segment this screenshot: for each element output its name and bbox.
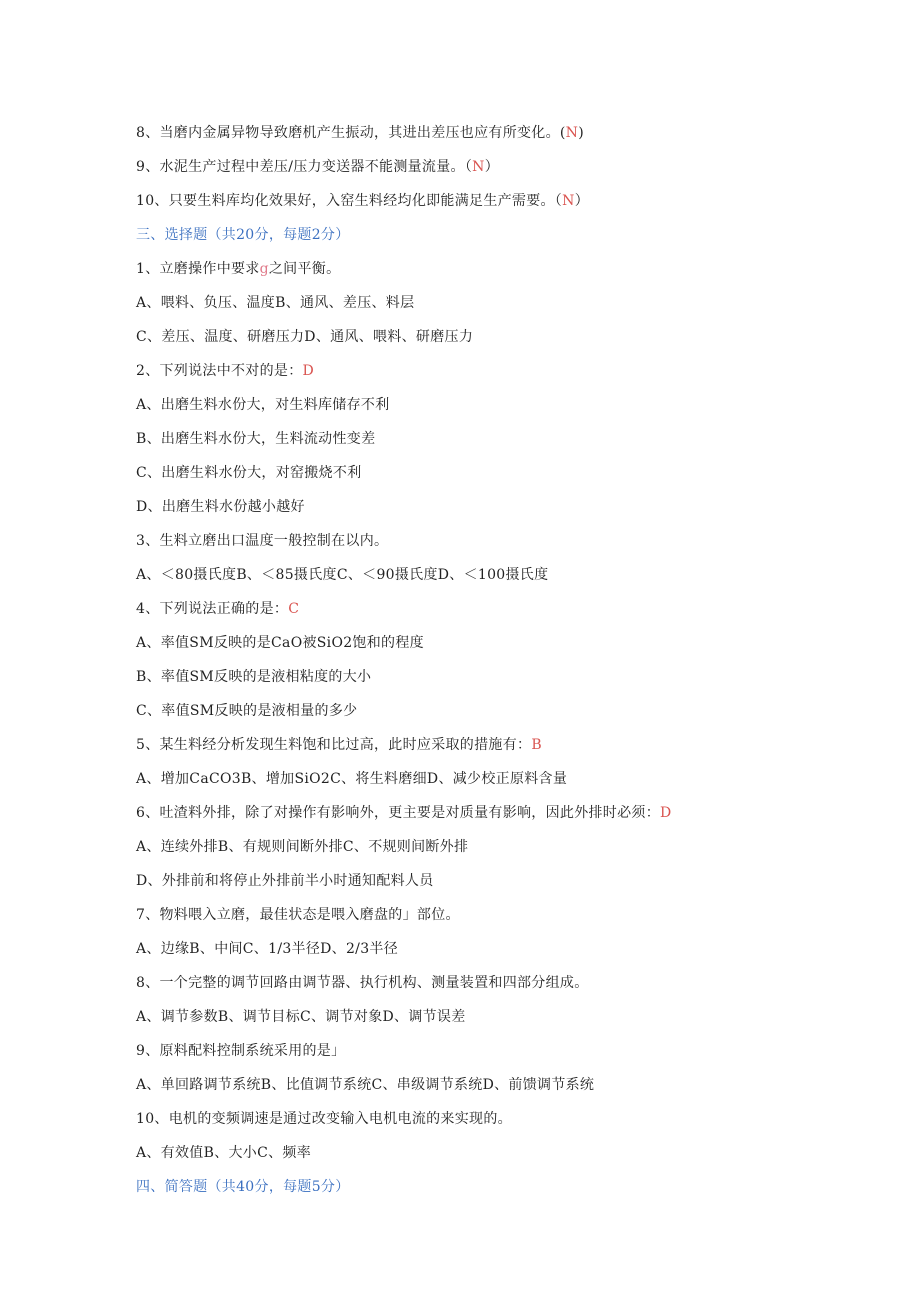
answer-mark: N — [562, 193, 575, 209]
option-line: C、率值SM反映的是液相量的多少 — [136, 703, 358, 719]
answer-mark: g — [259, 261, 269, 277]
option-line: A、喂料、负压、温度B、通风、差压、料层 — [136, 295, 415, 311]
answer-mark: N — [472, 159, 485, 175]
question-line: 5、某生料经分析发现生料饱和比过高，此时应采取的措施有：B — [136, 737, 542, 753]
answer-mark: B — [531, 737, 542, 753]
question-line: 4、下列说法正确的是：C — [136, 601, 300, 617]
option-line: A、＜80摄氏度B、＜85摄氏度C、＜90摄氏度D、＜100摄氏度 — [136, 567, 549, 583]
option-line: A、单回路调节系统B、比值调节系统C、串级调节系统D、前馈调节系统 — [136, 1077, 595, 1093]
question-line: 2、下列说法中不对的是：D — [136, 363, 315, 379]
option-line: A、出磨生料水份大，对生料库储存不利 — [136, 397, 390, 413]
option-line: C、出磨生料水份大，对窑搬烧不利 — [136, 465, 362, 481]
option-line: D、出磨生料水份越小越好 — [136, 499, 305, 515]
option-line: A、有效值B、大小C、频率 — [136, 1145, 312, 1161]
question-line: 6、吐渣料外排，除了对操作有影响外，更主要是对质量有影响，因此外排时必须：D — [136, 805, 672, 821]
text-line: 10、只要生料库均化效果好，入窑生料经均化即能满足生产需要。（N） — [136, 193, 589, 209]
text-line: 9、水泥生产过程中差压/压力变送器不能测量流量。（N） — [136, 159, 499, 175]
question-line: 9、原料配料控制系统采用的是」 — [136, 1043, 346, 1059]
option-line: A、率值SM反映的是CaO被SiO2饱和的程度 — [136, 635, 424, 651]
option-line: A、边缘B、中间C、1/3半径D、2/3半径 — [136, 941, 398, 957]
answer-mark: D — [660, 805, 672, 821]
answer-mark: N — [565, 125, 579, 141]
answer-mark: C — [288, 601, 300, 617]
option-line: A、调节参数B、调节目标C、调节对象D、调节误差 — [136, 1009, 466, 1025]
answer-mark: D — [302, 363, 315, 379]
option-line: C、差压、温度、研磨压力D、通风、喂料、研磨压力 — [136, 329, 474, 345]
question-line: 3、生料立磨出口温度一般控制在以内。 — [136, 533, 389, 549]
section-heading: 三、选择题（共20分，每题2分） — [136, 227, 350, 243]
option-line: B、率值SM反映的是液相粘度的大小 — [136, 669, 372, 685]
section-heading: 四、简答题（共40分，每题5分） — [136, 1179, 350, 1195]
option-line: B、出磨生料水份大，生料流动性变差 — [136, 431, 376, 447]
question-line: 1、立磨操作中要求g之间平衡。 — [136, 261, 341, 277]
option-line: A、连续外排B、有规则间断外排C、不规则间断外排 — [136, 839, 469, 855]
option-line: A、增加CaCO3B、增加SiO2C、将生料磨细D、减少校正原料含量 — [136, 771, 568, 787]
question-line: 8、一个完整的调节回路由调节器、执行机构、测量装置和四部分组成。 — [136, 975, 589, 991]
option-line: D、外排前和将停止外排前半小时通知配料人员 — [136, 873, 434, 889]
question-line: 10、电机的变频调速是通过改变输入电机电流的来实现的。 — [136, 1111, 512, 1127]
text-line: 8、当磨内金属异物导致磨机产生振动，其进出差压也应有所变化。(N) — [136, 125, 584, 141]
question-line: 7、物料喂入立磨，最佳状态是喂入磨盘的」部位。 — [136, 907, 460, 923]
